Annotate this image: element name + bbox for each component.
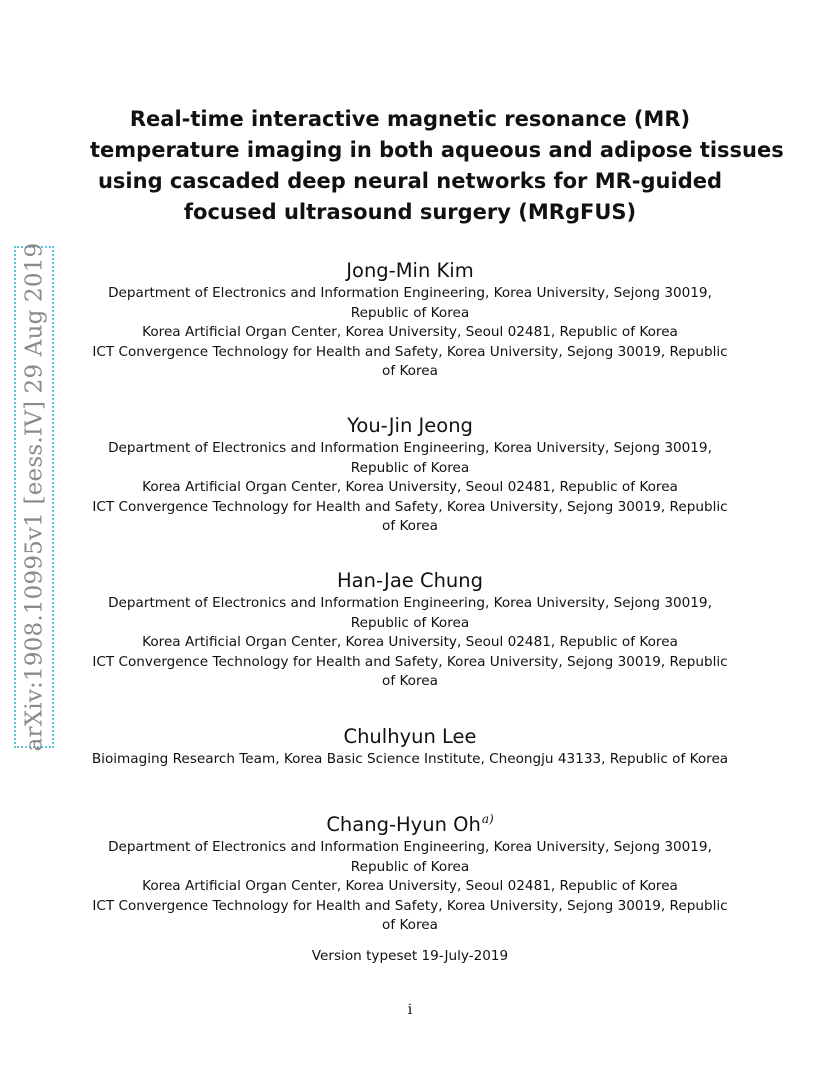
author-block-kim — [80, 258, 740, 382]
title-line: focused ultrasound surgery (MRgFUS) — [183, 200, 637, 224]
title-line: temperature imaging in both aqueous and adipose tissues — [90, 138, 784, 162]
affiliation-line: Republic of Korea — [350, 614, 470, 631]
affiliation-line: ICT Convergence Technology for Health and Safety, Korea University, Sejong 30019, Republic — [92, 897, 728, 914]
affiliation-line: Korea Artificial Organ Center, Korea University, Seoul 02481, Republic of Korea — [142, 878, 678, 895]
affiliation-line: Republic of Korea — [350, 858, 470, 875]
affiliation-line: ICT Convergence Technology for Health and Safety, Korea University, Sejong 30019, Republic — [92, 653, 728, 670]
author-block-lee — [80, 724, 740, 770]
author-name — [80, 258, 740, 284]
arxiv-stamp — [14, 242, 54, 752]
paper-title — [90, 104, 784, 228]
author-name — [80, 413, 740, 439]
author-name-text: Han-Jae Chung — [336, 569, 484, 592]
affiliation-line: Korea Artificial Organ Center, Korea University, Seoul 02481, Republic of Korea — [142, 634, 678, 651]
author-block-jeong — [80, 413, 740, 537]
author-name-text: Chang-Hyun Oh — [326, 813, 481, 836]
author-name-text: Chulhyun Lee — [343, 725, 477, 748]
title-line: using cascaded deep neural networks for MR-guided — [97, 169, 723, 193]
affiliation-line: Department of Electronics and Information Engineering, Korea University, Sejong 30019, — [108, 285, 712, 301]
page-number: i — [407, 1002, 413, 1018]
affiliation-line: ICT Convergence Technology for Health and Safety, Korea University, Sejong 30019, Republic — [92, 343, 728, 360]
author-name-text: You-Jin Jeong — [347, 414, 473, 437]
author-block-chung — [80, 568, 740, 692]
author-name — [80, 724, 740, 750]
author-block-oh — [80, 806, 740, 936]
affiliation-line: of Korea — [382, 917, 438, 934]
affiliation-line: Department of Electronics and Information Engineering, Korea University, Sejong 30019, — [108, 595, 712, 611]
affiliation-line: of Korea — [382, 518, 438, 535]
affiliation-line: ICT Convergence Technology for Health and Safety, Korea University, Sejong 30019, Republic — [92, 498, 728, 515]
affiliation-line: Korea Artificial Organ Center, Korea University, Seoul 02481, Republic of Korea — [142, 324, 678, 341]
affiliation-line: Republic of Korea — [350, 459, 470, 476]
affiliation-line: Department of Electronics and Information Engineering, Korea University, Sejong 30019, — [108, 839, 712, 855]
affiliation-line: of Korea — [382, 673, 438, 690]
affiliation-line: of Korea — [382, 363, 438, 380]
affiliation-line: Republic of Korea — [350, 304, 470, 321]
author-name — [80, 806, 740, 838]
version-typeset: Version typeset 19-July-2019 — [311, 948, 509, 964]
title-line: Real-time interactive magnetic resonance (MR) — [129, 107, 691, 131]
affiliation-line: Bioimaging Research Team, Korea Basic Science Institute, Cheongju 43133, Republic of Korea — [91, 751, 729, 767]
arxiv-identifier: arXiv:1908.10995v1 [eess.IV] 29 Aug 2019 — [21, 242, 48, 752]
corresponding-author-mark: a) — [481, 812, 494, 826]
author-name — [80, 568, 740, 594]
author-name-text: Jong-Min Kim — [346, 259, 474, 282]
affiliation-line: Department of Electronics and Information Engineering, Korea University, Sejong 30019, — [108, 440, 712, 456]
affiliation-line: Korea Artificial Organ Center, Korea University, Seoul 02481, Republic of Korea — [142, 479, 678, 496]
